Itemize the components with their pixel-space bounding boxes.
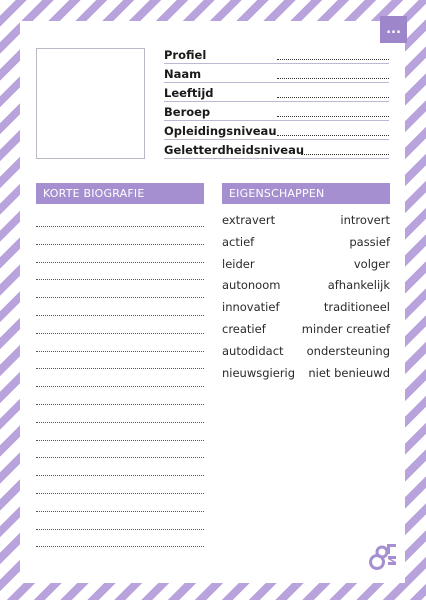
photo-placeholder[interactable] [36,48,145,159]
profile-row-geletterdheidsniveau[interactable] [164,140,389,159]
trait-right[interactable]: minder creatief [301,322,390,336]
profile-label: Leeftijd [164,86,214,100]
bio-writing-line[interactable] [36,440,204,441]
bio-writing-line[interactable] [36,511,204,512]
profile-row-naam[interactable] [164,64,389,83]
fill-in-dots [277,135,389,136]
bio-writing-line[interactable] [36,475,204,476]
trait-right[interactable]: introvert [340,213,390,227]
bio-writing-line[interactable] [36,493,204,494]
traits-header: EIGENSCHAPPEN [222,183,390,204]
trait-right[interactable]: afhankelijk [327,278,390,293]
bio-writing-line[interactable] [36,315,204,316]
fill-in-dots [277,116,389,117]
bio-writing-line[interactable] [36,422,204,423]
trait-left[interactable]: leider [222,256,255,271]
bio-writing-line[interactable] [36,262,204,263]
profile-row-opleidingsniveau[interactable] [164,121,389,140]
trait-left[interactable]: autonoom [222,278,281,293]
bio-writing-line[interactable] [36,333,204,334]
profile-row-leeftijd[interactable] [164,83,389,102]
trait-left[interactable]: creatief [222,322,266,336]
bio-writing-line[interactable] [36,404,204,405]
profile-label: Opleidingsniveau [164,124,277,138]
bio-writing-line[interactable] [36,244,204,245]
profile-label: Naam [164,67,202,81]
fill-in-dots [277,97,389,98]
trait-left[interactable]: innovatief [222,300,280,315]
bio-writing-line[interactable] [36,279,204,280]
trait-right[interactable]: passief [349,234,390,249]
profile-row-beroep[interactable] [164,102,389,121]
bio-writing-line[interactable] [36,529,204,530]
row-divider [164,158,389,159]
profile-label: Geletterdheidsniveau [164,143,305,157]
bio-writing-line[interactable] [36,386,204,387]
fill-in-dots [301,154,389,155]
more-options-button[interactable]: ... [380,16,407,43]
trait-left[interactable]: extravert [222,213,276,227]
bio-writing-line[interactable] [36,226,204,227]
bio-writing-line[interactable] [36,457,204,458]
fill-in-dots [277,59,389,60]
trait-left[interactable]: nieuwsgierig [222,365,296,380]
bio-writing-line[interactable] [36,297,204,298]
brand-logo-icon [366,540,398,572]
bio-writing-line[interactable] [36,351,204,352]
trait-right[interactable]: traditioneel [323,300,390,315]
bio-writing-line[interactable] [36,368,204,369]
profile-label: Profiel [164,48,207,62]
trait-right[interactable]: volger [353,256,390,271]
trait-right[interactable]: niet benieuwd [308,365,390,380]
bio-writing-line[interactable] [36,546,204,547]
biography-header: KORTE BIOGRAFIE [36,183,204,204]
trait-right[interactable]: ondersteuning [306,343,390,358]
profile-row-profiel[interactable] [164,45,389,64]
trait-left[interactable]: autodidact [222,343,284,358]
profile-label: Beroep [164,105,211,119]
fill-in-dots [277,78,389,79]
trait-left[interactable]: actief [222,234,255,249]
